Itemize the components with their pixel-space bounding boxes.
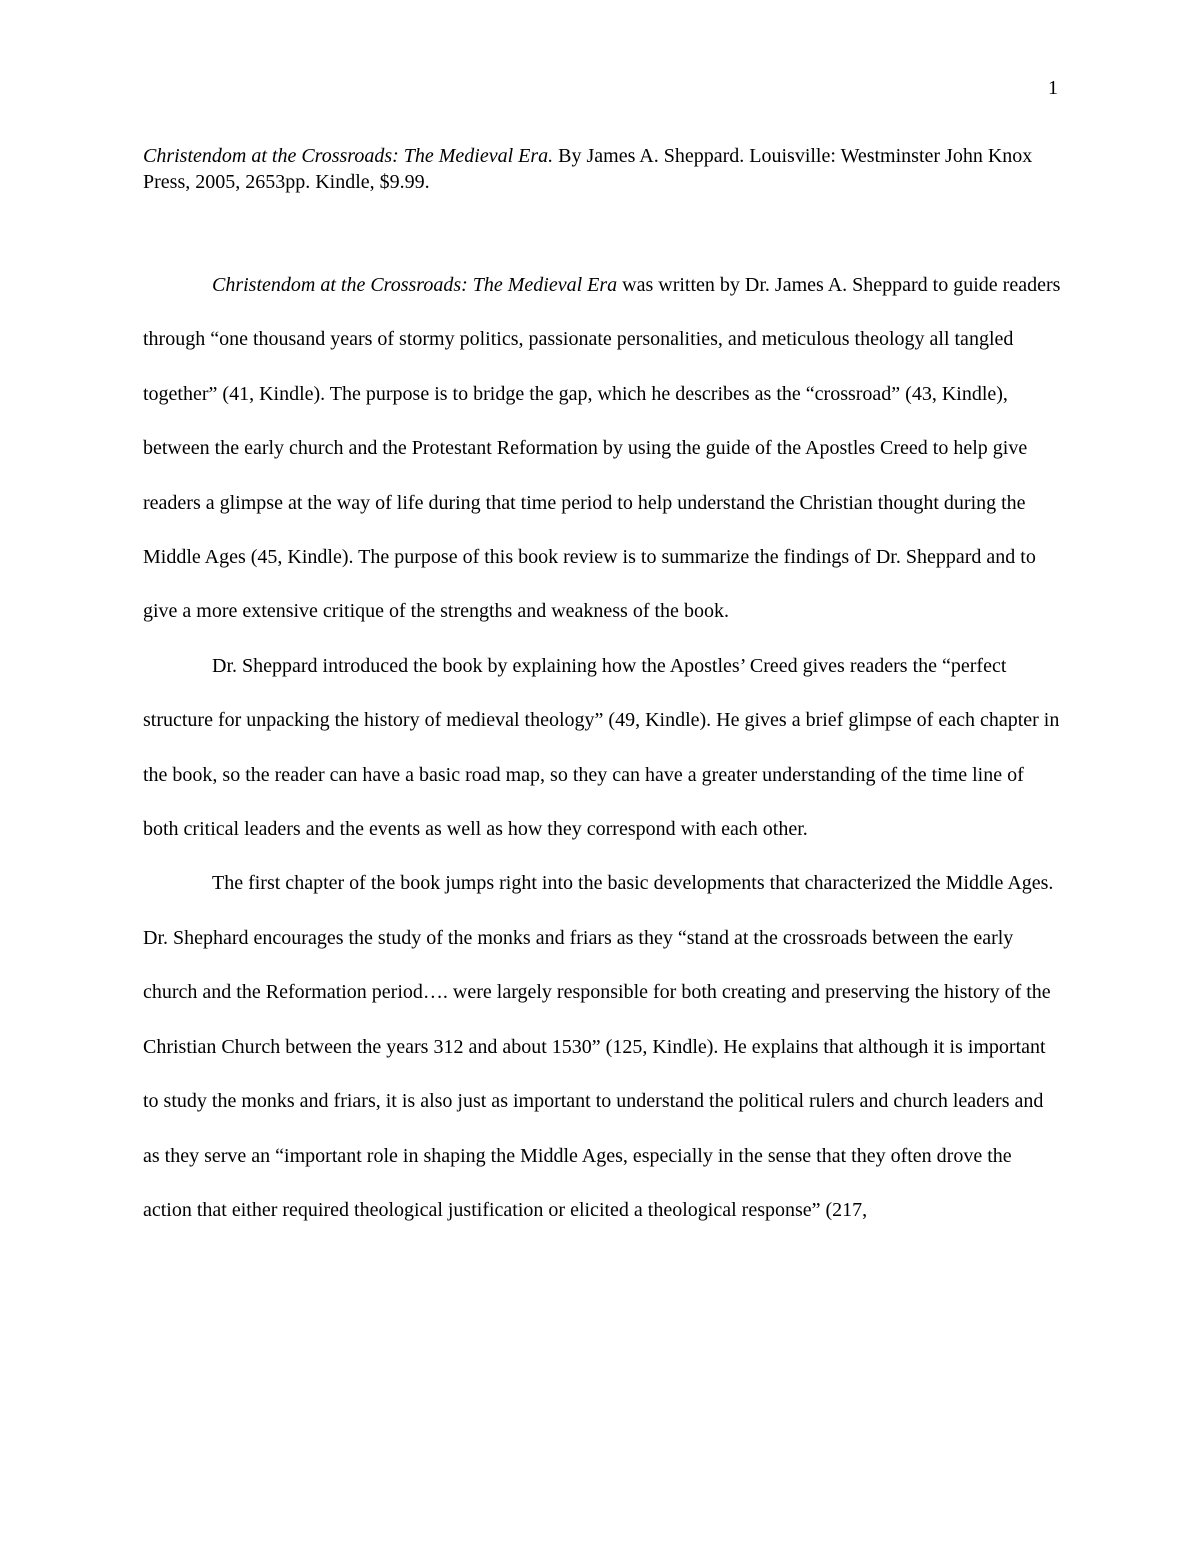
paragraph-3 xyxy=(143,856,1063,1237)
paragraph-2 xyxy=(143,639,1063,857)
paragraph-3-text: The first chapter of the book jumps right into the basic developments that characterized the Middle Ages. Dr. Shephard encourages the study of the monks and friars as they “stand at the crossroads between the early church and the Reformation period…. were largely responsible for both creating and preserving the history of the Christian Church between the years 312 and about 1530” (125, Kindle). He explains that although it is important to study the monks and friars, it is also just as important to understand the political rulers and church leaders and as they serve an “important role in shaping the Middle Ages, especially in the sense that they often drove the action that either required theological justification or elicited a theological response” (217, xyxy=(143,872,1054,1221)
citation xyxy=(143,143,1063,195)
citation-details: By James A. Sheppard. Louisville: Westminster John Knox Press, 2005, 2653pp. Kindle, $9.99. xyxy=(143,145,1033,193)
citation-title: Christendom at the Crossroads: The Medieval Era. xyxy=(143,145,554,167)
paragraph-1-book-title: Christendom at the Crossroads: The Medieval Era xyxy=(212,274,618,296)
paragraph-2-text: Dr. Sheppard introduced the book by explaining how the Apostles’ Creed gives readers the “perfect structure for unpacking the history of medieval theology” (49, Kindle). He gives a brief glimpse of each chapter in the book, so the reader can have a basic road map, so they can have a greater understanding of the time line of both critical leaders and the events as well as how they correspond with each other. xyxy=(143,654,1060,841)
paragraph-1 xyxy=(143,258,1063,639)
page-number: 1 xyxy=(1048,77,1058,99)
paragraph-1-text: was written by Dr. James A. Sheppard to guide readers through “one thousand years of stormy politics, passionate personalities, and meticulous theology all tangled together” (41, Kindle). The purpose is to bridge the gap, which he describes as the “crossroad” (43, Kindle), between the early church and the Protestant Reformation by using the guide of the Apostles Creed to help give readers a glimpse at the way of life during that time period to help understand the Christian thought during the Middle Ages (45, Kindle). The purpose of this book review is to summarize the findings of Dr. Sheppard and to give a more extensive critique of the strengths and weakness of the book. xyxy=(143,274,1061,623)
body-text xyxy=(143,258,1063,1237)
